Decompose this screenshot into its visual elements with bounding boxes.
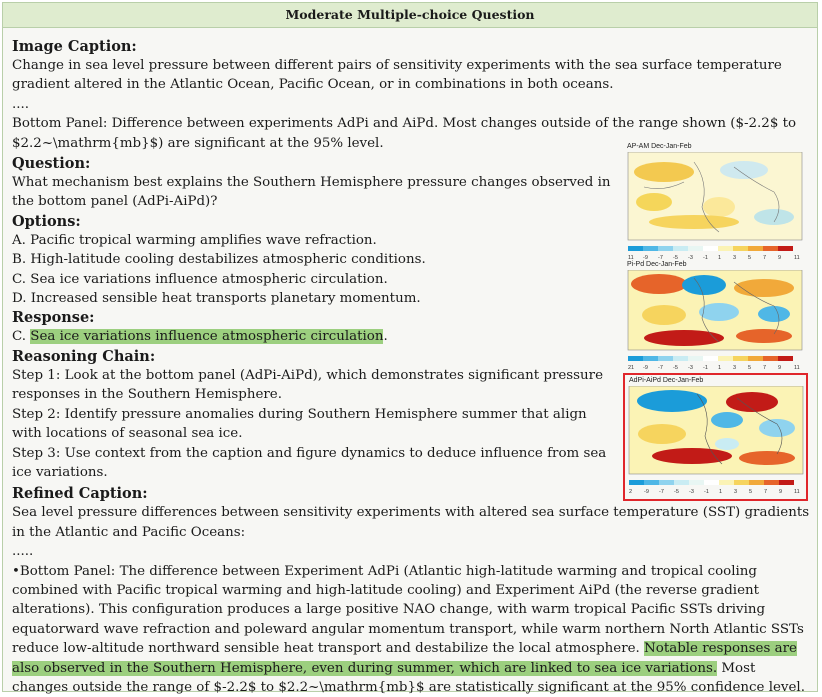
scale-1-label-2: -7 [658, 255, 663, 261]
scale-1-label-11: 11 [794, 255, 800, 261]
scale-3-label-1: -9 [644, 489, 649, 495]
option-a: A. Pacific tropical warming amplifies wave refraction. [12, 232, 377, 248]
scale-1-label-1: -9 [643, 255, 648, 261]
reasoning-step-2: Step 2: Identify pressure anomalies during Southern Hemisphere summer that align with locations of seasonal sea ice. [12, 406, 587, 442]
scale-3-label-2: -7 [659, 489, 664, 495]
map-panel-2 [624, 261, 804, 373]
scale-2-label-2: -7 [658, 365, 663, 371]
scale-1-label-5: -1 [703, 255, 708, 261]
map-panel-3-plot [626, 386, 806, 496]
scale-2-label-4: -3 [688, 365, 693, 371]
refined-heading: Refined Caption: [12, 485, 148, 503]
scale-2-label-8: 5 [748, 365, 752, 371]
refined-ellipsis: ..... [12, 544, 34, 560]
scale-2-label-10: 9 [778, 365, 782, 371]
color-scale-1 [628, 246, 793, 251]
question-card [2, 2, 818, 695]
refined-body-post: Most changes outside the range of $-2.2$ to $2.2~\mathrm{mb}$ are statistically significant at the 95% confidence level. [12, 660, 805, 695]
scale-1-label-6: 1 [718, 255, 722, 261]
caption-text: Change in sea level pressure between different pairs of sensitivity experiments with the sea surface temperature gradient altered in the Atlantic Ocean, Pacific Ocean, or in combinations in both oceans. [12, 58, 782, 93]
question-heading: Question: [12, 155, 91, 173]
refined-body-highlight: Notable responses are also observed in the Southern Hemisphere, even during summer, which are linked to sea ice variations. [12, 641, 797, 676]
response-prefix: C. [12, 329, 31, 345]
color-scale-2 [628, 356, 793, 361]
scale-3-label-4: -3 [689, 489, 694, 495]
scale-1-label-3: -5 [673, 255, 678, 261]
scale-3-label-0: 2 [629, 489, 633, 495]
map-panel-1-plot [624, 152, 804, 263]
scale-3-label-5: -1 [704, 489, 709, 495]
scale-3-label-7: 3 [734, 489, 738, 495]
scale-3-label-3: -5 [674, 489, 679, 495]
scale-3-label-8: 5 [749, 489, 753, 495]
caption-heading: Image Caption: [12, 38, 137, 55]
scale-1-label-8: 5 [748, 255, 752, 261]
option-b: B. High-latitude cooling destabilizes atmospheric conditions. [12, 252, 426, 268]
map-panel-1 [624, 143, 804, 263]
scale-3-label-6: 1 [719, 489, 723, 495]
map-panel-2-title: Pi-Pd Dec-Jan-Feb [627, 261, 687, 268]
scale-2-label-9: 7 [763, 365, 767, 371]
reasoning-step-3: Step 3: Use context from the caption and figure dynamics to deduce influence from sea ice variations. [12, 445, 607, 480]
caption-ellipsis: .... [12, 96, 30, 112]
scale-2-label-3: -5 [673, 365, 678, 371]
scale-1-label-9: 7 [763, 255, 767, 261]
response-answer: Sea ice variations influence atmospheric circulation [30, 329, 384, 345]
option-c: C. Sea ice variations influence atmospheric circulation. [12, 271, 388, 287]
map-panel-3-title: AdPi-AiPd Dec-Jan-Feb [629, 377, 704, 384]
map-panel-3 [626, 377, 806, 497]
scale-2-label-7: 3 [733, 365, 737, 371]
map-panel-2-plot [624, 270, 804, 373]
scale-2-label-5: -1 [703, 365, 708, 371]
scale-2-label-1: -9 [643, 365, 648, 371]
scale-3-label-10: 9 [779, 489, 783, 495]
reasoning-step-1: Step 1: Look at the bottom panel (AdPi-AiPd), which demonstrates significant pressure responses in the Southern Hemisphere. [12, 367, 603, 403]
question-text: What mechanism best explains the Southern Hemisphere pressure changes observed in the bottom panel (AdPi-AiPd)? [12, 175, 611, 210]
option-d: D. Increased sensible heat transports planetary momentum. [12, 291, 421, 307]
reasoning-heading: Reasoning Chain: [12, 347, 156, 365]
refined-intro: Sea level pressure differences between sensitivity experiments with altered sea surface temperature (SST) gradients in the Atlantic and Pacific Oceans: [12, 505, 810, 540]
scale-2-label-6: 1 [718, 365, 722, 371]
scale-2-label-11: 11 [794, 365, 800, 371]
refined-body [12, 562, 812, 697]
color-scale-3 [629, 480, 794, 485]
caption-bottom-panel: Bottom Panel: Difference between experiments AdPi and AiPd. Most changes outside of the range shown ($-2.2$ to $2.2~\mathrm{mb}$) are significant at the 95% level. [12, 116, 797, 151]
card-title: Moderate Multiple-choice Question [3, 3, 817, 28]
refined-body-pre: •Bottom Panel: The difference between Experiment AdPi (Atlantic high-latitude warming and tropical cooling combined with Pacific tropical warming and high-latitude cooling) and Experiment AiPd (the reverse gradient alterations). This configuration produces a large positive NAO change, with warm tropical Pacific SSTs driving equatorward wave refraction and poleward angular momentum transport, while warm northern North Atlantic SSTs reduce low-altitude northward sensible heat transport and destabilize the local atmosphere. [12, 563, 804, 657]
response-suffix: . [383, 329, 388, 345]
options-heading: Options: [12, 212, 81, 230]
scale-3-label-11: 11 [794, 489, 800, 495]
scale-1-label-4: -3 [688, 255, 693, 261]
scale-1-label-10: 9 [778, 255, 782, 261]
scale-1-label-0: 11 [628, 255, 634, 261]
response-heading: Response: [12, 309, 95, 327]
scale-1-label-7: 3 [733, 255, 737, 261]
scale-3-label-9: 7 [764, 489, 768, 495]
scale-2-label-0: 21 [628, 365, 635, 371]
map-panel-1-title: AP-AM Dec-Jan-Feb [627, 143, 692, 150]
